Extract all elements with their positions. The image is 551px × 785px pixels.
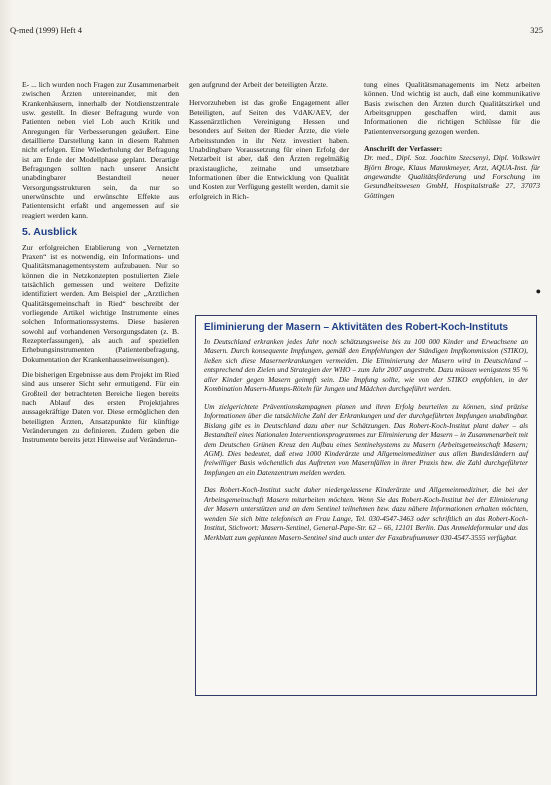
author-address	[364, 144, 540, 200]
box-title: Eliminierung der Masern – Aktivitäten des Robert-Koch-Instituts	[204, 322, 509, 333]
paragraph: Hervorzuheben ist das große Engagement aller Beteiligten, auf Seiten des VdAK/AEV, der Kassenärztlichen Vereinigung Hessen und besonders auf Seiten der Rieder Ärzte, die viele Arbeitsstunden in ihr Netz investiert haben. Unabdingbare Voraussetzung für einen Erfolg der Netzarbeit ist aber, daß den Ärzten regelmäßig praxistaugliche, zeitnahe und umsetzbare Informationen über die Entwicklung von Qualität und Kosten zur Verfügung gestellt werden, damit sie erfolgreich in Rich-	[189, 98, 349, 201]
paragraph: gen aufgrund der Arbeit der beteiligten Ärzte.	[189, 80, 328, 89]
box-body	[196, 337, 536, 542]
column-left	[22, 80, 179, 445]
page-number: 325	[530, 25, 543, 35]
author-heading: Anschrift der Verfasser:	[364, 144, 443, 154]
box-paragraph: Das Robert-Koch-Institut sucht daher niedergelassene Kinderärzte und Allgemeinmediziner, die bei der Arbeitsgemeinschaft Masern mitarbeiten möchten. Wenn Sie das Robert-Koch-Institut bei der Eliminierung der Masern unterstützen und an dem Sentinel teilnehmen bzw. dazu nähere Informationen erhalten möchten, wenden Sie sich bitte telefonisch an Frau Lange, Tel. 030-4547-3463 oder schriftlich an das Robert-Koch-Institut, Stichwort: Masern-Sentinel, General-Pape-Str. 62 – 66, 12101 Berlin. Das Anmeldeformular und das Merkblatt zum geplanten Masern-Sentinel sind auch unter der Faxabrufnummer 030-4547-3555 verfügbar.	[204, 485, 528, 542]
paragraph: E- ... lich wurden noch Fragen zur Zusammenarbeit zwischen Ärzten untereinander, mit den Krankenhäusern, innerhalb der Notdienstzentrale usw. gestellt. In dieser Befragung wurde von Patienten neben viel Lob auch Kritik und Anregungen für Verbesserungen geäußert. Eine detaillierte Darstellung kann in diesem Rahmen nicht erfolgen. Eine Wiederholung der Befragung ist am Ende der Modellphase geplant. Derartige Befragungen sollten nach unserer Ansicht unabdingbarer Bestandteil neuer Versorgungsstrukturen sein, da nur so unerwünschte und erwünschte Effekte aus Patientensicht erfaßt und angemessen auf sie reagiert werden kann.	[22, 80, 179, 220]
running-header	[10, 25, 543, 37]
paragraph: tung eines Qualitätsmanagements im Netz arbeiten können. Und wichtig ist auch, daß eine kommunikative Basis zwischen den Ärzten durch Qualitätszirkel und Arbeitsgruppen geschaffen wird, damit aus Informationen die richtigen Schlüsse für die Patientenversorgung gezogen werden.	[364, 80, 540, 136]
column-middle	[189, 80, 349, 201]
box-paragraph: In Deutschland erkranken jedes Jahr noch schätzungsweise bis zu 100 000 Kinder und Erwachsene an Masern. Durch konsequente Impfungen, gemäß den Empfehlungen der Ständigen Impfkommission (STIKO), ließen sich diese Masernerkrankungen vermeiden. Die Eliminierung der Masern wird in Deutschland – entsprechend den Zielen und Strategien der WHO – zum Jahr 2007 angestrebt. Dazu müssen wenigstens 95 % aller Kinder gegen Masern geimpft sein. Die Impfung sollte, wie von der STIKO empfohlen, in der Kombination Masern-Mumps-Röteln für Jungen und Mädchen durchgeführt werden.	[204, 337, 528, 394]
end-of-article-mark: ●	[535, 286, 541, 296]
box-paragraph: Um zielgerichtete Präventionskampagnen planen und ihren Erfolg beurteilen zu können, sind präzise Informationen über die tatsächliche Zahl der Erkrankungen und der durchgeführten Impfungen unabdingbar. Bislang gibt es in Deutschland dazu aber nur Schätzungen. Das Robert-Koch-Institut plant daher – als Bestandteil eines Nationalen Interventionsprogrammes zur Eliminierung der Masern – in Zusammenarbeit mit dem Deutschen Grünen Kreuz den Aufbau eines Sentinelsystems zu Masern (Arbeitsgemeinschaft Masern; AGM). Dies bedeutet, daß etwa 1000 Kinderärzte und Allgemeinmediziner aus allen Bundesländern auf freiwilliger Basis wöchentlich das Auftreten von Masernfällen in ihrer Praxis bzw. die Zahl durchgeführter Impfungen an ein Datenzentrum melden werden.	[204, 401, 528, 477]
author-list: Dr. med., Dipl. Soz. Joachim Szecsenyi, Dipl. Volkswirt Björn Broge, Klaus Mannkmeyer, Arzt, AQUA-Inst. für angewandte Qualitätsförderung und Forschung im Gesundheitswesen GmbH, Hospitalstraße 27, 37073 Göttingen	[364, 153, 540, 200]
paragraph: Zur erfolgreichen Etablierung von „Vernetzten Praxen“ ist es notwendig, ein Informations- und Qualitätsmanagementsystem aufzubauen. Nur so können die in Netzkonzepten postulierten Ziele tatsächlich gemessen und weitere Defizite identifiziert werden. Am Beispiel der „Arztlichen Qualitätsgemeinschaft in Ried“ beschreibt der vorliegende Artikel wichtige Instrumente eines solchen Informationssystems. Diese basieren sowohl auf vorhandenen Versorgungsdaten (z. B. Rezepterfassungen), als auch auf speziellen Erhebungsinstrumenten (Patientenbefragung, Dokumentation der Krankenhauseinweisungen).	[22, 242, 179, 364]
column-right	[364, 80, 540, 200]
journal-citation: Q-med (1999) Heft 4	[10, 25, 82, 35]
paragraph: Die bisherigen Ergebnisse aus dem Projekt im Ried sind aus unserer Sicht sehr ermutigend. Für ein Großteil der betrachteten Bereiche liegen bereits nach Ablauf des ersten Projektjahres aussagekräftige Daten vor. Diese ermöglichen den beteiligten Ärzten, Ansatzpunkte für künftige Veränderungen zu definieren. Zudem geben die Instrumente bereits jetzt Hinweise auf Veränderun-	[22, 369, 179, 445]
section-heading: 5. Ausblick	[22, 226, 78, 239]
info-box	[195, 315, 537, 696]
